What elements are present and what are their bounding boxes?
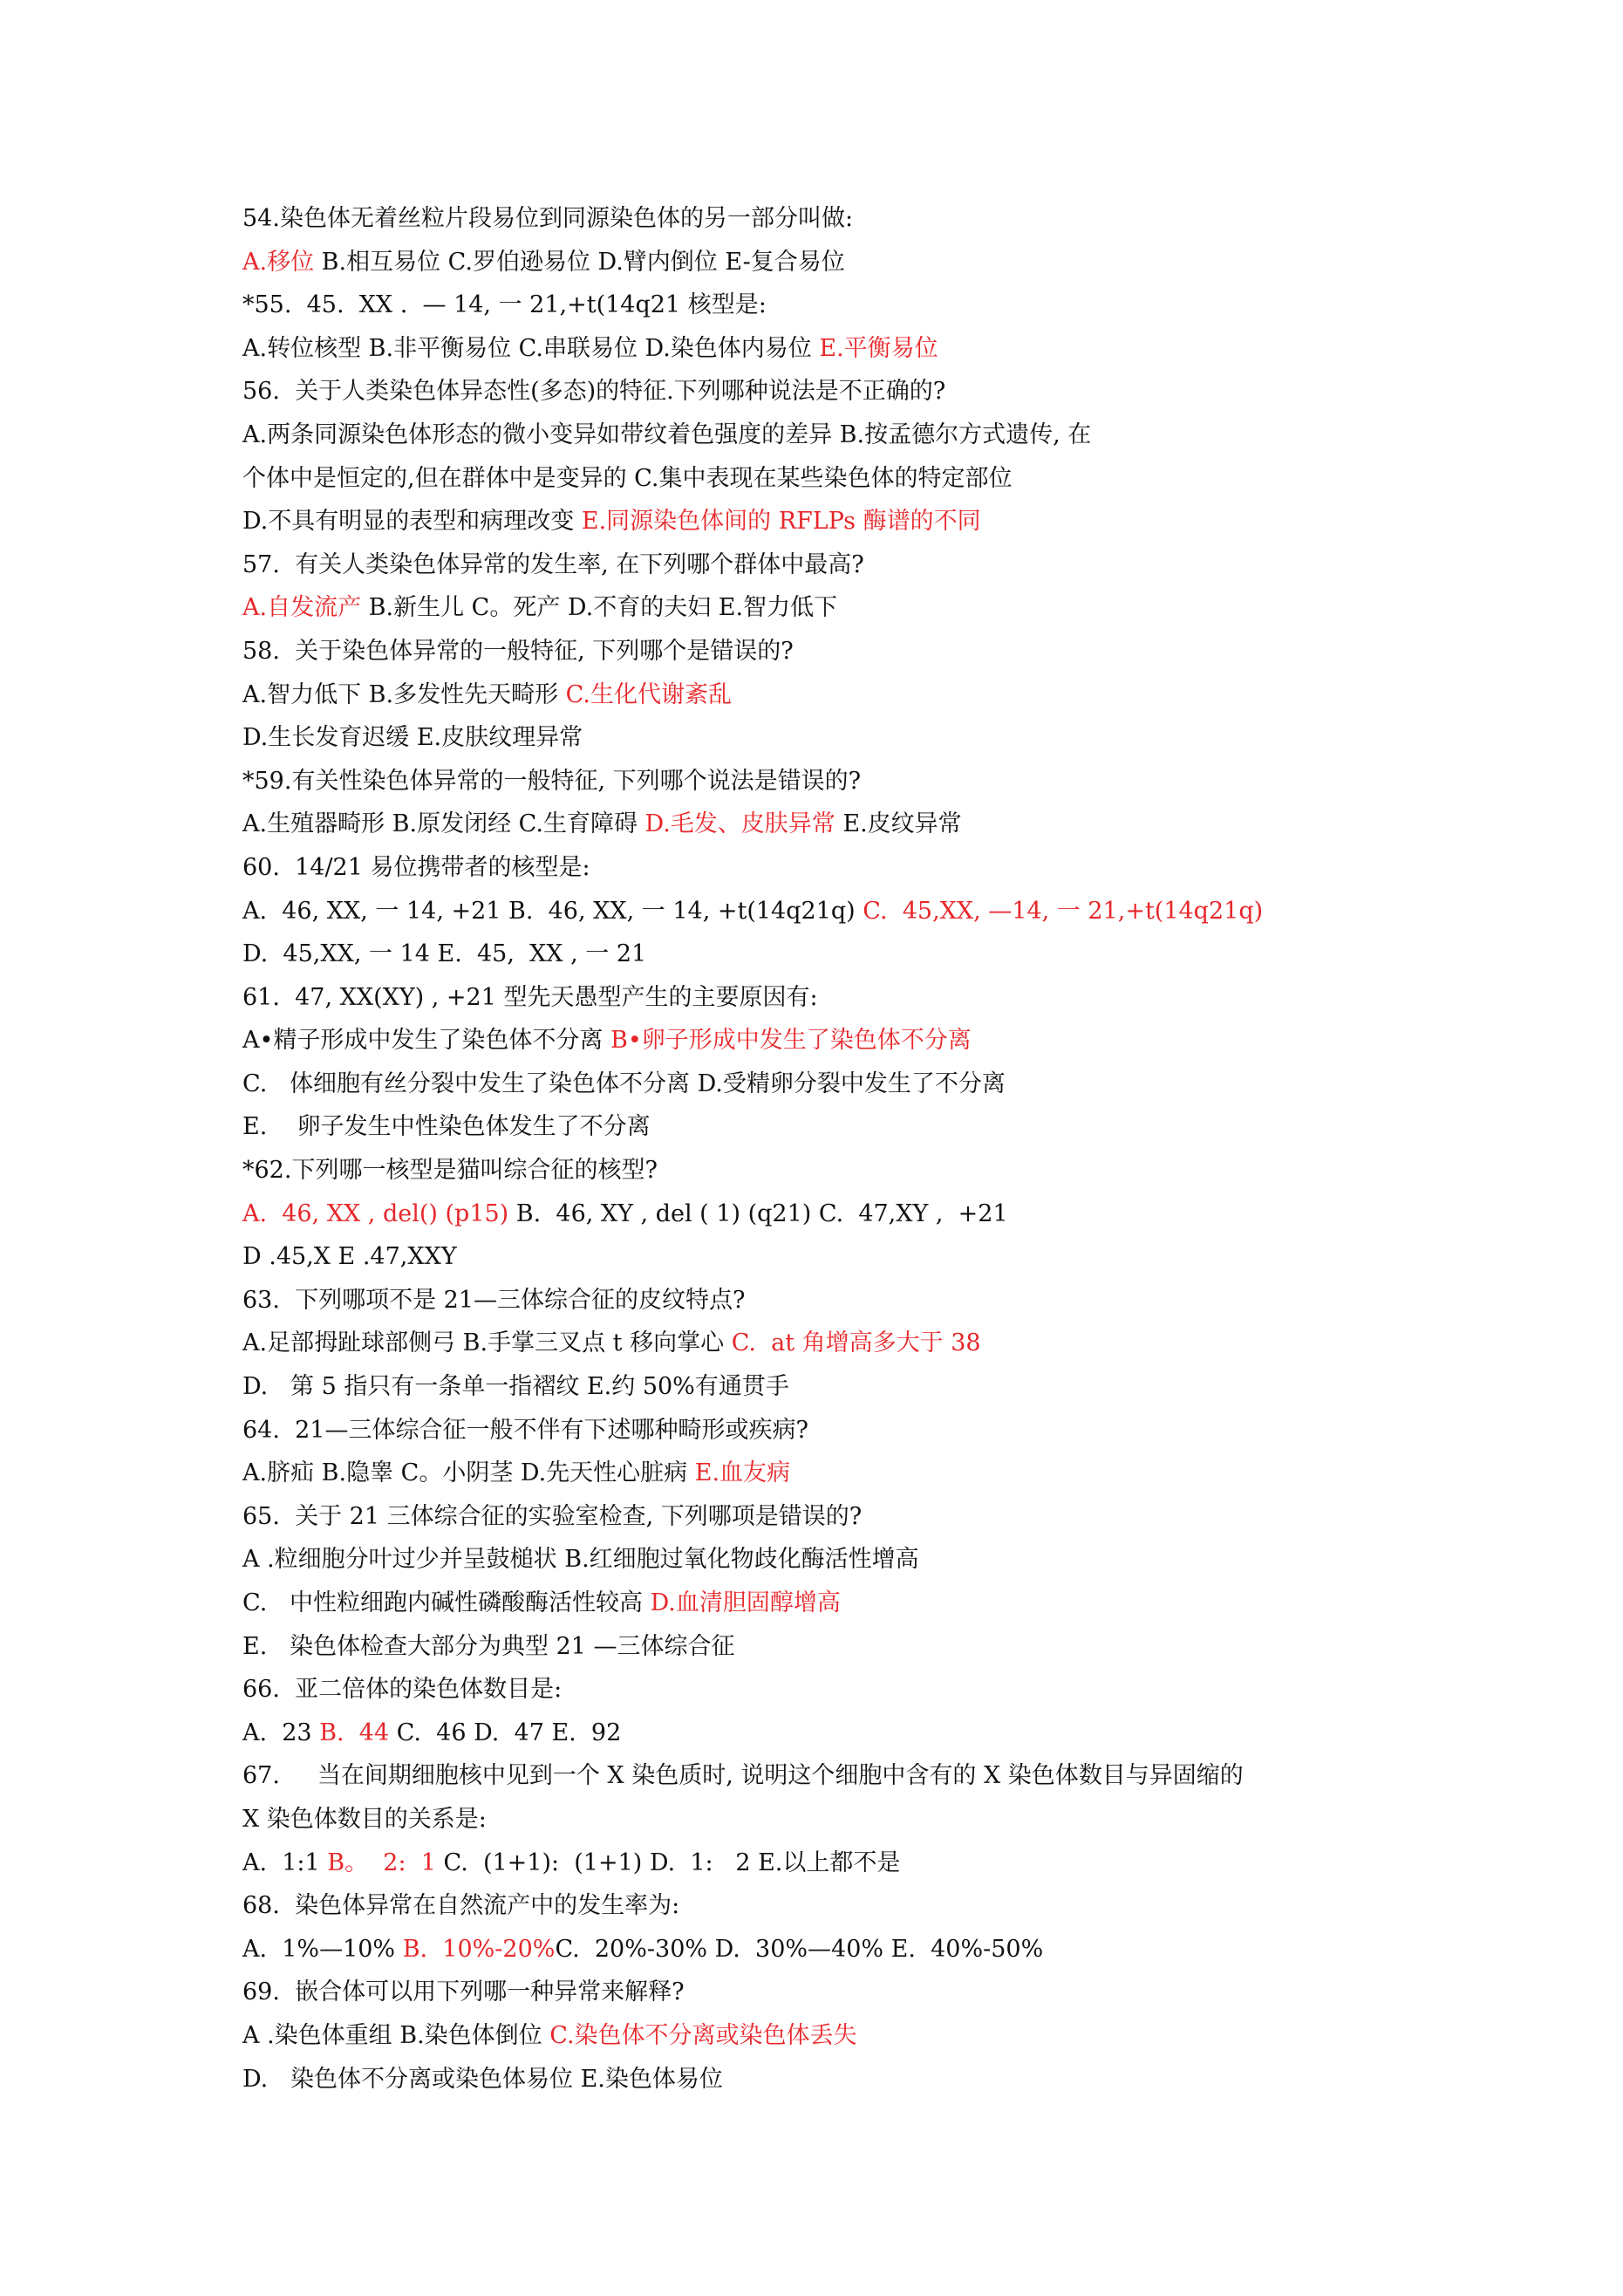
question-text: C. 20%-30% D. 30%—40% E. 40%-50%: [555, 1935, 1044, 1963]
answer-text: B。 2: 1: [327, 1848, 436, 1876]
text-line: [242, 2058, 1481, 2101]
question-text: *55. 45. XX . — 14, 一 21,+t(14q21 核型是:: [242, 291, 767, 319]
text-line: [242, 846, 1481, 890]
question-text: A .染色体重组 B.染色体倒位: [242, 2021, 550, 2049]
text-line: [242, 1063, 1481, 1106]
text-line: [242, 1105, 1481, 1149]
text-line: [242, 716, 1481, 760]
text-line: [242, 543, 1481, 587]
text-line: [242, 586, 1481, 630]
question-text: B. 46, XY , del ( 1) (q21) C. 47,XY , +21: [508, 1199, 1008, 1227]
question-text: B.相互易位 C.罗伯逊易位 D.臂内倒位 E-复合易位: [314, 248, 845, 276]
question-list: [242, 197, 1481, 2101]
answer-text: E.同源染色体间的 RFLPs 酶谱的不同: [581, 508, 981, 536]
question-text: D. 第 5 指只有一条单一指褶纹 E.约 50%有通贯手: [242, 1373, 789, 1401]
answer-text: D.毛发、皮肤异常: [644, 810, 835, 838]
question-text: *62.下列哪一核型是猫叫综合征的核型?: [242, 1157, 658, 1185]
answer-text: C.生化代谢紊乱: [565, 680, 732, 708]
question-text: A•精子形成中发生了染色体不分离: [242, 1027, 611, 1055]
question-text: 67. 当在间期细胞核中见到一个 X 染色质时, 说明这个细胞中含有的 X 染色体数目与异固缩的: [242, 1762, 1244, 1790]
answer-text: C. at 角增高多大于 38: [731, 1329, 981, 1357]
question-text: A. 23: [242, 1719, 320, 1746]
answer-text: C.染色体不分离或染色体丢失: [549, 2021, 857, 2049]
text-line: [242, 976, 1481, 1020]
question-text: B.新生儿 C。死产 D.不育的夫妇 E.智力低下: [361, 594, 838, 622]
text-line: [242, 1971, 1481, 2014]
answer-text: E.平衡易位: [819, 334, 938, 362]
text-line: [242, 1149, 1481, 1192]
text-line: [242, 1495, 1481, 1539]
question-text: 60. 14/21 易位携带者的核型是:: [242, 853, 590, 881]
question-text: A.生殖器畸形 B.原发闭经 C.生育障碍: [242, 810, 645, 838]
answer-text: A.自发流产: [242, 594, 362, 622]
question-text: C. 46 D. 47 E. 92: [389, 1719, 622, 1746]
question-text: *59.有关性染色体异常的一般特征, 下列哪个说法是错误的?: [242, 767, 862, 795]
text-line: [242, 1928, 1481, 1971]
question-text: A. 1%—10%: [242, 1935, 403, 1963]
text-line: [242, 370, 1481, 413]
question-text: A.智力低下 B.多发性先天畸形: [242, 680, 566, 708]
text-line: [242, 241, 1481, 284]
question-text: 61. 47, XX(XY) , +21 型先天愚型产生的主要原因有:: [242, 983, 818, 1011]
answer-text: C. 45,XX, —14, 一 21,+t(14q21q): [863, 897, 1264, 925]
text-line: [242, 1235, 1481, 1279]
text-line: [242, 1538, 1481, 1582]
answer-text: B•卵子形成中发生了染色体不分离: [610, 1027, 972, 1055]
text-line: [242, 1754, 1481, 1798]
question-text: D. 45,XX, 一 14 E. 45, XX , 一 21: [242, 940, 647, 968]
text-line: [242, 673, 1481, 717]
answer-text: E.血友病: [694, 1459, 791, 1487]
question-text: 54.染色体无着丝粒片段易位到同源染色体的另一部分叫做:: [242, 205, 854, 232]
question-text: A.转位核型 B.非平衡易位 C.串联易位 D.染色体内易位: [242, 334, 820, 362]
text-line: [242, 457, 1481, 501]
question-text: X 染色体数目的关系是:: [242, 1805, 487, 1833]
text-line: [242, 1842, 1481, 1885]
question-text: 57. 有关人类染色体异常的发生率, 在下列哪个群体中最高?: [242, 550, 864, 578]
question-text: D .45,X E .47,XXY: [242, 1243, 457, 1271]
answer-text: A.移位: [242, 248, 315, 276]
question-text: 64. 21—三体综合征一般不伴有下述哪种畸形或疾病?: [242, 1416, 808, 1444]
answer-text: A. 46, XX , del() (p15): [242, 1199, 509, 1227]
question-text: C. (1+1): (1+1) D. 1: 2 E.以上都不是: [435, 1848, 901, 1876]
text-line: [242, 760, 1481, 803]
answer-text: B. 10%-20%: [402, 1935, 556, 1963]
text-line: [242, 1668, 1481, 1712]
question-text: C. 中性粒细跑内碱性磷酸酶活性较高: [242, 1589, 651, 1616]
text-line: [242, 1798, 1481, 1842]
question-text: D. 染色体不分离或染色体易位 E.染色体易位: [242, 2065, 723, 2093]
question-text: 56. 关于人类染色体异态性(多态)的特征.下列哪种说法是不正确的?: [242, 378, 946, 406]
answer-text: B. 44: [319, 1719, 390, 1746]
question-text: 58. 关于染色体异常的一般特征, 下列哪个是错误的?: [242, 637, 794, 665]
answer-text: D.血清胆固醇增高: [650, 1589, 841, 1616]
text-line: [242, 1582, 1481, 1625]
text-line: [242, 500, 1481, 543]
text-line: [242, 1452, 1481, 1495]
text-line: [242, 1409, 1481, 1452]
text-line: [242, 1365, 1481, 1409]
question-text: A.两条同源染色体形态的微小变异如带纹着色强度的差异 B.按孟德尔方式遗传, 在: [242, 420, 1092, 448]
question-text: A .粒细胞分叶过少并呈鼓槌状 B.红细胞过氧化物歧化酶活性增高: [242, 1546, 919, 1574]
question-text: 63. 下列哪项不是 21—三体综合征的皮纹特点?: [242, 1286, 746, 1314]
question-text: 69. 嵌合体可以用下列哪一种异常来解释?: [242, 1978, 685, 2006]
text-line: [242, 413, 1481, 457]
question-text: 68. 染色体异常在自然流产中的发生率为:: [242, 1892, 680, 1920]
text-line: [242, 1019, 1481, 1063]
text-line: [242, 197, 1481, 241]
text-line: [242, 1322, 1481, 1365]
question-text: C. 体细胞有丝分裂中发生了染色体不分离 D.受精卵分裂中发生了不分离: [242, 1069, 1006, 1097]
question-text: 66. 亚二倍体的染色体数目是:: [242, 1676, 563, 1704]
text-line: [242, 327, 1481, 371]
text-line: [242, 933, 1481, 976]
question-text: A. 46, XX, 一 14, +21 B. 46, XX, 一 14, +t(14q21q): [242, 897, 863, 925]
question-text: E.皮纹异常: [835, 810, 962, 838]
question-text: A. 1:1: [242, 1848, 328, 1876]
text-line: [242, 1192, 1481, 1236]
question-text: D.不具有明显的表型和病理改变: [242, 508, 582, 536]
question-text: A.脐疝 B.隐睾 C。小阴茎 D.先天性心脏病: [242, 1459, 695, 1487]
question-text: 65. 关于 21 三体综合征的实验室检查, 下列哪项是错误的?: [242, 1502, 863, 1530]
question-text: A.足部拇趾球部侧弓 B.手掌三叉点 t 移向掌心: [242, 1329, 732, 1357]
question-text: 个体中是恒定的,但在群体中是变异的 C.集中表现在某些染色体的特定部位: [242, 464, 1013, 492]
question-text: D.生长发育迟缓 E.皮肤纹理异常: [242, 724, 583, 752]
text-line: [242, 630, 1481, 673]
text-line: [242, 1625, 1481, 1669]
text-line: [242, 2014, 1481, 2058]
text-line: [242, 1884, 1481, 1928]
text-line: [242, 1712, 1481, 1755]
question-text: E. 染色体检查大部分为典型 21 —三体综合征: [242, 1632, 735, 1660]
text-line: [242, 284, 1481, 327]
text-line: [242, 1279, 1481, 1322]
text-line: [242, 890, 1481, 933]
text-line: [242, 803, 1481, 846]
question-text: E. 卵子发生中性染色体发生了不分离: [242, 1113, 651, 1141]
